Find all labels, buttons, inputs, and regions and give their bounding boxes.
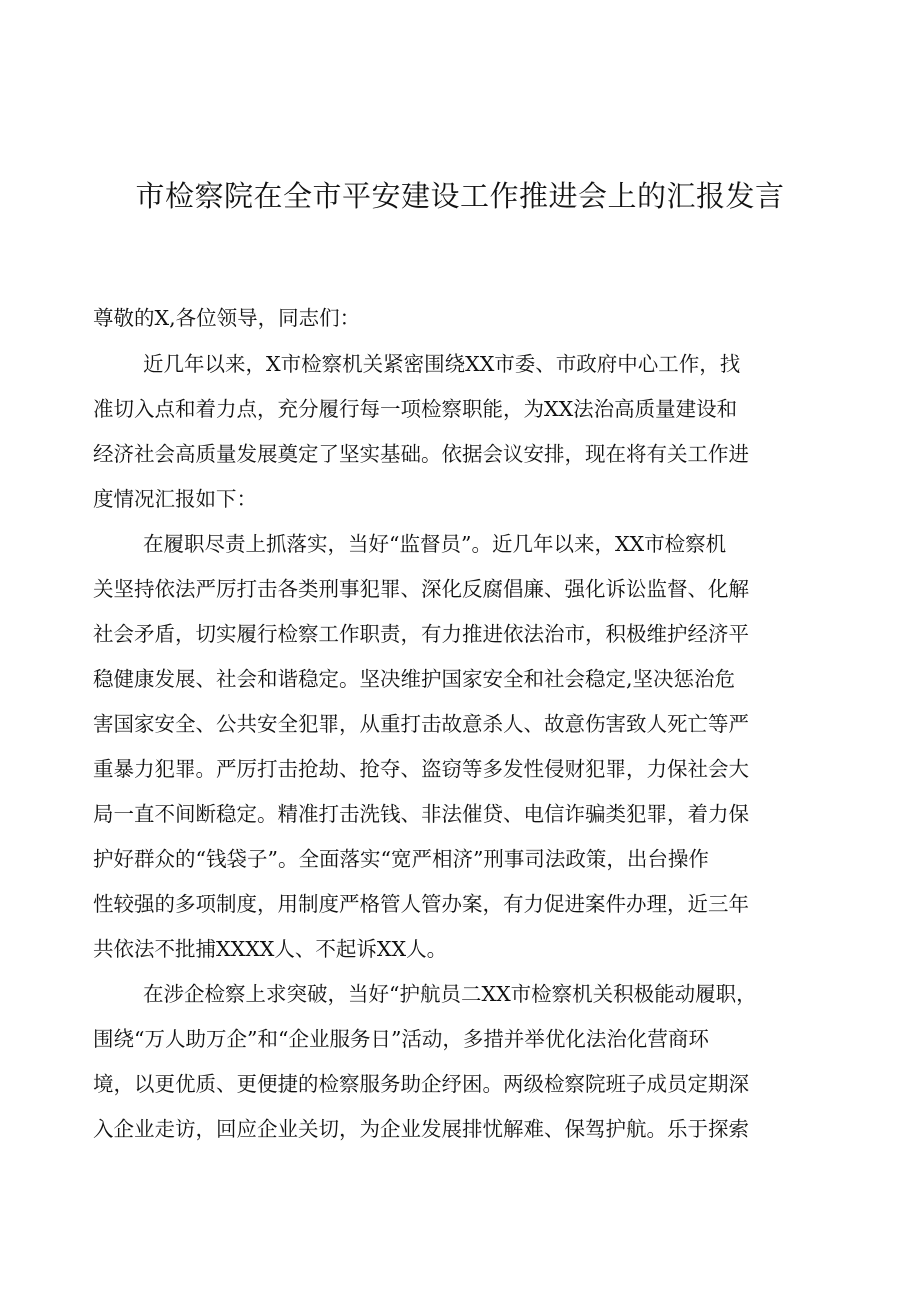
paragraph-1-line-4: 度情况汇报如下： (93, 487, 257, 511)
salutation: 尊敬的X,各位领导，同志们： (93, 306, 361, 330)
paragraph-2-line-4: 稳健康发展、社会和谐稳定。坚决维护国家安全和社会稳定,坚决惩治危 (93, 667, 736, 691)
paragraph-2-line-6: 重暴力犯罪。严厉打击抢劫、抢夺、盗窃等多发性侵财犯罪，力保社会大 (93, 757, 749, 781)
paragraph-1-line-2: 准切入点和着力点，充分履行每一项检察职能，为XX法治高质量建设和 (93, 397, 738, 421)
paragraph-3-line-1: 在涉企检察上求突破，当好“护航员二XX市检察机关积极能动履职， (143, 982, 757, 1006)
paragraph-3-line-4: 入企业走访，回应企业关切，为企业发展排忧解难、保驾护航。乐于探索 (93, 1117, 749, 1141)
paragraph-2-line-7: 局一直不间断稳定。精准打击洗钱、非法催贷、电信诈骗类犯罪，着力保 (93, 802, 749, 826)
paragraph-3-line-2: 围绕“万人助万企”和“企业服务日”活动，多措并举优化法治化营商环 (93, 1027, 709, 1051)
paragraph-2-line-8: 护好群众的“钱袋子”。全面落实“宽严相济”刑事司法政策，出台操作 (93, 847, 709, 871)
paragraph-2-line-2: 关坚持依法严厉打击各类刑事犯罪、深化反腐倡廉、强化诉讼监督、化解 (93, 577, 749, 601)
paragraph-1-line-1: 近几年以来，X市检察机关紧密围绕XX市委、市政府中心工作，找 (143, 352, 741, 376)
paragraph-3-line-3: 境，以更优质、更便捷的检察服务助企纾困。两级检察院班子成员定期深 (93, 1072, 749, 1096)
paragraph-1-line-3: 经济社会高质量发展奠定了坚实基础。依据会议安排，现在将有关工作进 (93, 442, 749, 466)
paragraph-2-line-9: 性较强的多项制度，用制度严格管人管办案，有力促进案件办理，近三年 (93, 892, 749, 916)
document-title: 市检察院在全市平安建设工作推进会上的汇报发言 (135, 179, 785, 213)
paragraph-2-line-10: 共依法不批捕XXXX人、不起诉XX人。 (93, 937, 448, 961)
paragraph-2-line-1: 在履职尽责上抓落实，当好“监督员”。近几年以来，XX市检察机 (143, 532, 727, 556)
paragraph-2-line-5: 害国家安全、公共安全犯罪，从重打击故意杀人、故意伤害致人死亡等严 (93, 712, 749, 736)
paragraph-2-line-3: 社会矛盾，切实履行检察工作职责，有力推进依法治市，积极维护经济平 (93, 622, 749, 646)
